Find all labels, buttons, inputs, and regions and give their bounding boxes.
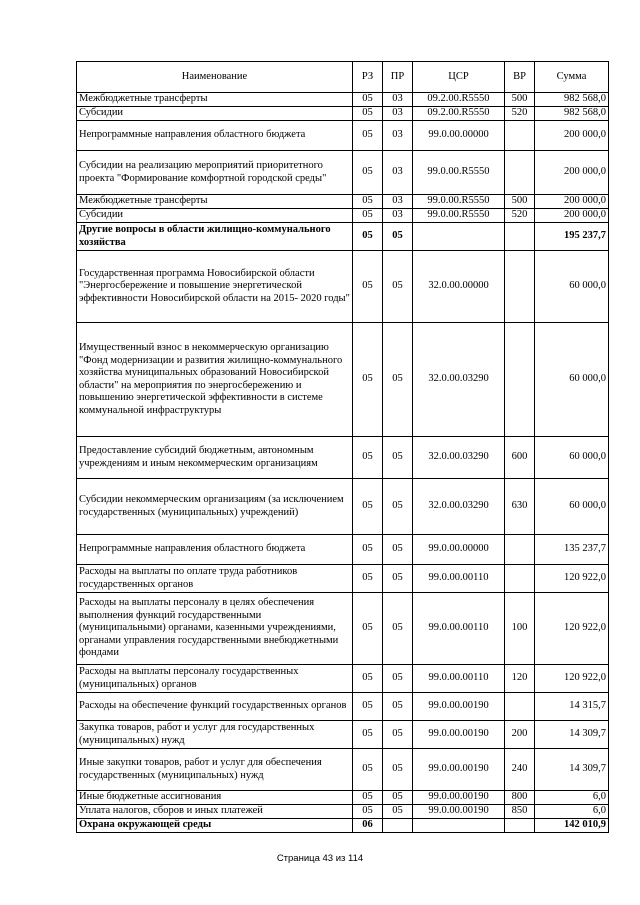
header-pr: ПР	[383, 62, 413, 93]
cell-pr: 05	[383, 693, 413, 721]
cell-pr: 05	[383, 749, 413, 791]
cell-rz: 05	[353, 437, 383, 479]
table-row	[77, 593, 609, 665]
cell-name: Субсидии	[77, 209, 353, 223]
cell-name: Имущественный взнос в некоммерческую организацию "Фонд модернизации и развития жилищно-коммунального хозяйства муниципальных образований Новосибирской области" на мероприятия по энергосбережению и повышению энергетической эффективности в системе коммунальной инфраструктуры	[77, 323, 353, 437]
cell-csr: 99.0.00.00190	[413, 721, 505, 749]
table-row	[77, 121, 609, 151]
cell-rz: 05	[353, 665, 383, 693]
cell-csr: 99.0.00.00000	[413, 535, 505, 565]
cell-name: Субсидии некоммерческим организациям (за исключением государственных (муниципальных) учреждений)	[77, 479, 353, 535]
header-vr: ВР	[505, 62, 535, 93]
cell-name: Межбюджетные трансферты	[77, 93, 353, 107]
cell-name: Непрограммные направления областного бюджета	[77, 535, 353, 565]
table-row	[77, 223, 609, 251]
cell-name: Другие вопросы в области жилищно-коммунального хозяйства	[77, 223, 353, 251]
cell-csr: 99.0.00.00110	[413, 665, 505, 693]
cell-vr	[505, 121, 535, 151]
cell-pr: 05	[383, 593, 413, 665]
cell-name: Иные бюджетные ассигнования	[77, 791, 353, 805]
table-row	[77, 437, 609, 479]
cell-rz: 05	[353, 693, 383, 721]
cell-sum: 60 000,0	[535, 323, 609, 437]
table-row	[77, 749, 609, 791]
page-footer: Страница 43 из 114	[276, 853, 364, 864]
cell-vr	[505, 251, 535, 323]
cell-sum: 120 922,0	[535, 665, 609, 693]
table-row	[77, 791, 609, 805]
cell-sum: 142 010,9	[535, 819, 609, 833]
cell-name: Расходы на выплаты персоналу в целях обеспечения выполнения функций государственными (муниципальными) органами, казенными учреждениями, органами управления государственными внебюджетными фондами	[77, 593, 353, 665]
cell-pr: 03	[383, 151, 413, 195]
table-row	[77, 323, 609, 437]
cell-vr	[505, 535, 535, 565]
cell-vr	[505, 565, 535, 593]
table-row	[77, 195, 609, 209]
cell-rz: 05	[353, 479, 383, 535]
cell-rz: 05	[353, 151, 383, 195]
cell-name: Межбюджетные трансферты	[77, 195, 353, 209]
header-csr: ЦСР	[413, 62, 505, 93]
table-row	[77, 819, 609, 833]
table-row	[77, 665, 609, 693]
cell-pr: 05	[383, 665, 413, 693]
cell-vr: 500	[505, 93, 535, 107]
cell-rz: 05	[353, 535, 383, 565]
cell-name: Уплата налогов, сборов и иных платежей	[77, 805, 353, 819]
cell-csr: 99.0.00.00190	[413, 693, 505, 721]
cell-vr	[505, 323, 535, 437]
cell-sum: 60 000,0	[535, 437, 609, 479]
cell-csr: 99.0.00.00000	[413, 121, 505, 151]
cell-csr: 99.0.00.R5550	[413, 151, 505, 195]
cell-vr: 120	[505, 665, 535, 693]
cell-name: Иные закупки товаров, работ и услуг для обеспечения государственных (муниципальных) нужд	[77, 749, 353, 791]
cell-rz: 05	[353, 593, 383, 665]
cell-pr: 03	[383, 209, 413, 223]
cell-pr: 05	[383, 535, 413, 565]
cell-vr: 800	[505, 791, 535, 805]
cell-csr: 99.0.00.00190	[413, 749, 505, 791]
cell-pr: 03	[383, 107, 413, 121]
cell-rz: 05	[353, 749, 383, 791]
cell-rz: 05	[353, 721, 383, 749]
cell-pr: 05	[383, 323, 413, 437]
cell-csr: 32.0.00.00000	[413, 251, 505, 323]
cell-pr: 05	[383, 721, 413, 749]
cell-vr	[505, 693, 535, 721]
cell-vr: 850	[505, 805, 535, 819]
cell-csr	[413, 819, 505, 833]
cell-sum: 195 237,7	[535, 223, 609, 251]
table-row	[77, 251, 609, 323]
cell-pr: 03	[383, 121, 413, 151]
cell-pr: 05	[383, 565, 413, 593]
cell-sum: 200 000,0	[535, 209, 609, 223]
table-row	[77, 565, 609, 593]
cell-vr: 520	[505, 209, 535, 223]
cell-pr: 03	[383, 195, 413, 209]
cell-pr	[383, 819, 413, 833]
budget-table	[76, 61, 609, 833]
cell-name: Непрограммные направления областного бюджета	[77, 121, 353, 151]
cell-sum: 135 237,7	[535, 535, 609, 565]
table-header-row	[77, 62, 609, 93]
cell-rz: 05	[353, 93, 383, 107]
cell-csr: 09.2.00.R5550	[413, 93, 505, 107]
header-name: Наименование	[77, 62, 353, 93]
cell-vr: 520	[505, 107, 535, 121]
cell-sum: 982 568,0	[535, 93, 609, 107]
cell-vr	[505, 819, 535, 833]
table-row	[77, 209, 609, 223]
cell-rz: 05	[353, 121, 383, 151]
cell-rz: 05	[353, 107, 383, 121]
table-row	[77, 107, 609, 121]
cell-sum: 14 309,7	[535, 721, 609, 749]
cell-rz: 05	[353, 209, 383, 223]
cell-name: Расходы на выплаты по оплате труда работников государственных органов	[77, 565, 353, 593]
cell-name: Расходы на выплаты персоналу государственных (муниципальных) органов	[77, 665, 353, 693]
cell-pr: 03	[383, 93, 413, 107]
table-row	[77, 693, 609, 721]
cell-csr: 32.0.00.03290	[413, 479, 505, 535]
cell-sum: 982 568,0	[535, 107, 609, 121]
table-row	[77, 805, 609, 819]
cell-sum: 120 922,0	[535, 593, 609, 665]
cell-csr: 99.0.00.R5550	[413, 209, 505, 223]
cell-name: Субсидии	[77, 107, 353, 121]
cell-sum: 14 309,7	[535, 749, 609, 791]
table-row	[77, 151, 609, 195]
cell-vr	[505, 223, 535, 251]
cell-csr: 99.0.00.00190	[413, 805, 505, 819]
header-sum: Сумма	[535, 62, 609, 93]
cell-name: Расходы на обеспечение функций государственных органов	[77, 693, 353, 721]
cell-pr: 05	[383, 479, 413, 535]
cell-sum: 200 000,0	[535, 151, 609, 195]
cell-sum: 6,0	[535, 805, 609, 819]
cell-vr: 600	[505, 437, 535, 479]
cell-rz: 05	[353, 565, 383, 593]
cell-vr: 500	[505, 195, 535, 209]
cell-rz: 05	[353, 323, 383, 437]
cell-csr: 32.0.00.03290	[413, 323, 505, 437]
cell-vr: 200	[505, 721, 535, 749]
cell-vr: 630	[505, 479, 535, 535]
cell-rz: 05	[353, 791, 383, 805]
cell-csr: 99.0.00.00110	[413, 565, 505, 593]
cell-pr: 05	[383, 791, 413, 805]
cell-rz: 05	[353, 195, 383, 209]
cell-name: Субсидии на реализацию мероприятий приоритетного проекта "Формирование комфортной городской среды"	[77, 151, 353, 195]
table-row	[77, 721, 609, 749]
cell-csr: 99.0.00.00110	[413, 593, 505, 665]
table-body	[77, 93, 609, 833]
cell-csr: 99.0.00.R5550	[413, 195, 505, 209]
cell-csr: 99.0.00.00190	[413, 791, 505, 805]
cell-sum: 14 315,7	[535, 693, 609, 721]
cell-name: Предоставление субсидий бюджетным, автономным учреждениям и иным некоммерческим организациям	[77, 437, 353, 479]
cell-pr: 05	[383, 437, 413, 479]
cell-sum: 6,0	[535, 791, 609, 805]
cell-name: Охрана окружающей среды	[77, 819, 353, 833]
table-row	[77, 479, 609, 535]
cell-vr: 240	[505, 749, 535, 791]
cell-pr: 05	[383, 251, 413, 323]
cell-csr: 32.0.00.03290	[413, 437, 505, 479]
cell-vr	[505, 151, 535, 195]
cell-sum: 60 000,0	[535, 479, 609, 535]
cell-name: Закупка товаров, работ и услуг для государственных (муниципальных) нужд	[77, 721, 353, 749]
cell-sum: 120 922,0	[535, 565, 609, 593]
cell-pr: 05	[383, 805, 413, 819]
cell-sum: 200 000,0	[535, 195, 609, 209]
table-row	[77, 93, 609, 107]
cell-rz: 05	[353, 223, 383, 251]
table-row	[77, 535, 609, 565]
cell-sum: 200 000,0	[535, 121, 609, 151]
cell-pr: 05	[383, 223, 413, 251]
cell-rz: 06	[353, 819, 383, 833]
cell-rz: 05	[353, 805, 383, 819]
header-rz: РЗ	[353, 62, 383, 93]
cell-sum: 60 000,0	[535, 251, 609, 323]
cell-csr	[413, 223, 505, 251]
cell-rz: 05	[353, 251, 383, 323]
cell-csr: 09.2.00.R5550	[413, 107, 505, 121]
cell-name: Государственная программа Новосибирской области "Энергосбережение и повышение энергетической эффективности Новосибирской области на 2015- 2020 годы"	[77, 251, 353, 323]
cell-vr: 100	[505, 593, 535, 665]
